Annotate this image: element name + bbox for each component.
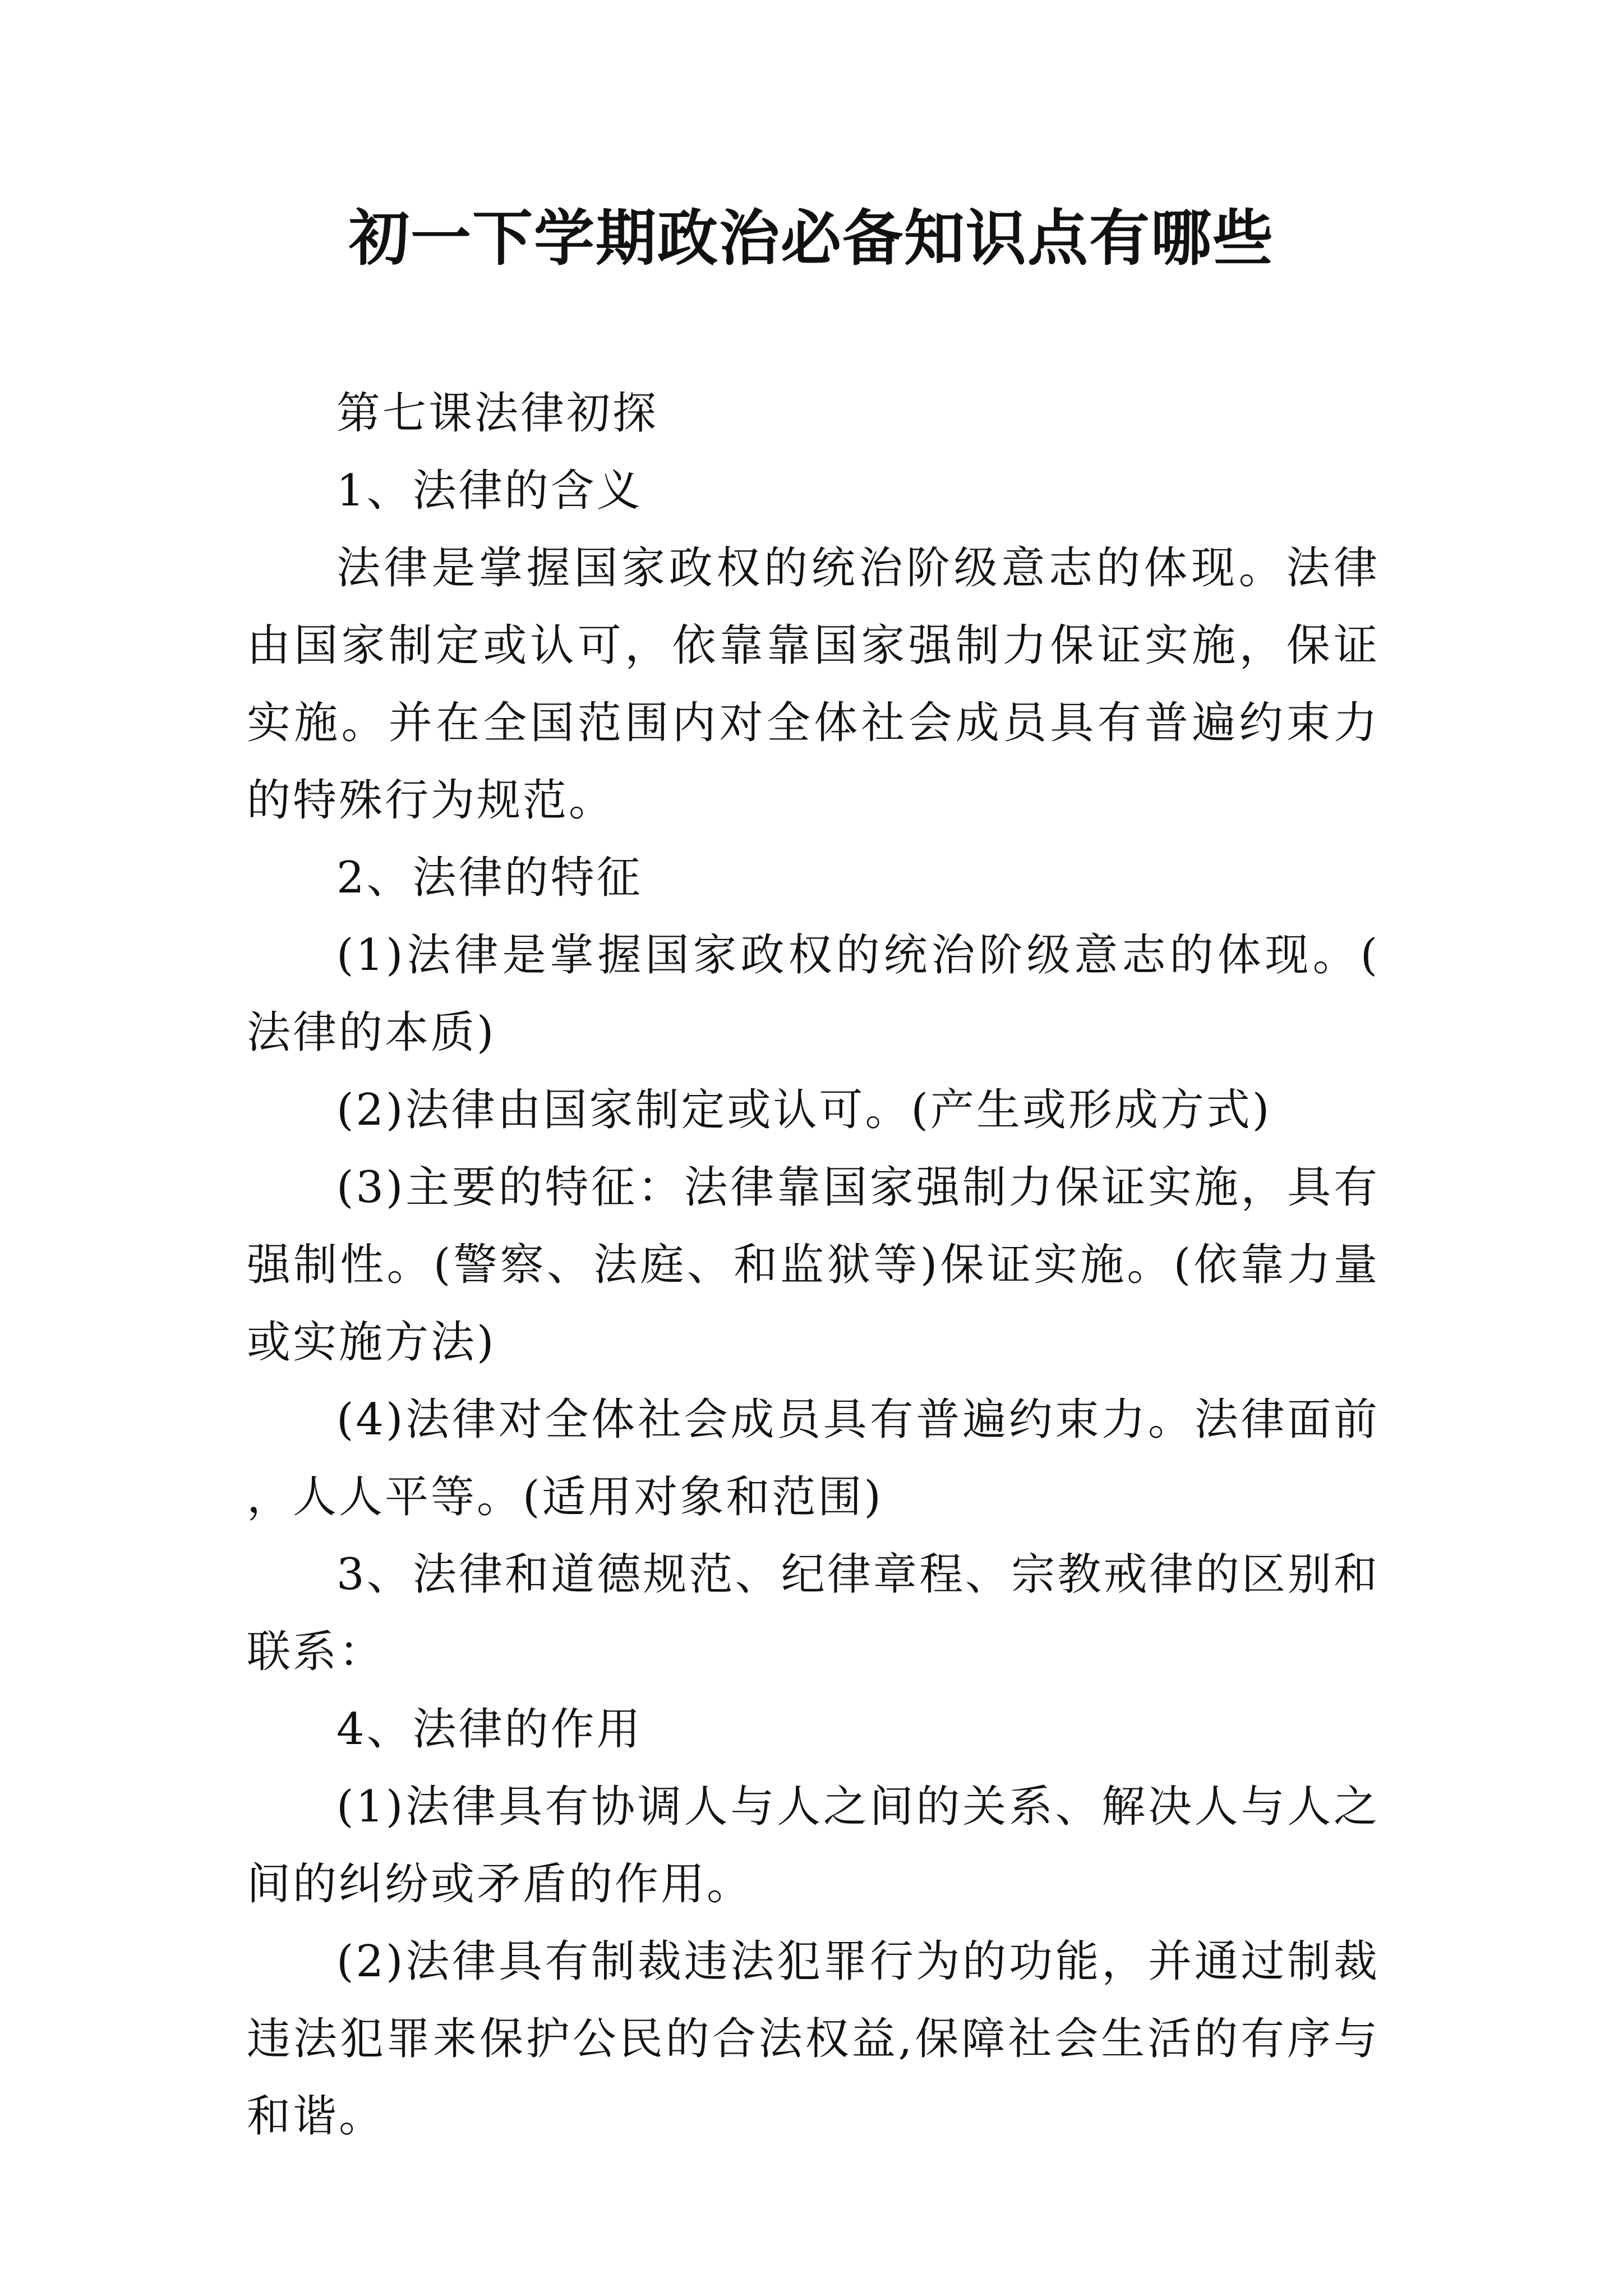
subheading: 4、法律的作用 [336, 1704, 643, 1755]
subheading: 3、法律和道德规范、纪律章程、宗教戒律的区别和联系： [247, 1549, 1380, 1677]
paragraph: 法律是掌握国家政权的统治阶级意志的体现。法律由国家制定或认可，依靠靠国家强制力保证实施，保证实施。并在全国范围内对全体社会成员具有普遍约束力的特殊行为规范。 [247, 543, 1380, 826]
list-item: (1)法律具有协调人与人之间的关系、解决人与人之间的纠纷或矛盾的作用。 [247, 1782, 1380, 1910]
document-body [247, 375, 1380, 2155]
subheading: 1、法律的含义 [336, 466, 643, 516]
list-item: (2)法律具有制裁违法犯罪行为的功能，并通过制裁违法犯罪来保护公民的合法权益,保障社会生活的有序与和谐。 [247, 1936, 1380, 2142]
list-item: (1)法律是掌握国家政权的统治阶级意志的体现。(法律的本质) [247, 930, 1380, 1058]
section-heading: 第七课法律初探 [336, 388, 659, 439]
subheading: 2、法律的特征 [336, 853, 643, 903]
list-item: (3)主要的特征：法律靠国家强制力保证实施，具有强制性。(警察、法庭、和监狱等)保证实施。(依靠力量或实施方法) [247, 1162, 1380, 1368]
document-title: 初一下学期政治必备知识点有哪些 [348, 203, 1274, 274]
list-item: (4)法律对全体社会成员具有普遍约束力。法律面前，人人平等。(适用对象和范围) [247, 1395, 1380, 1522]
list-item: (2)法律由国家制定或认可。(产生或形成方式) [336, 1085, 1272, 1135]
